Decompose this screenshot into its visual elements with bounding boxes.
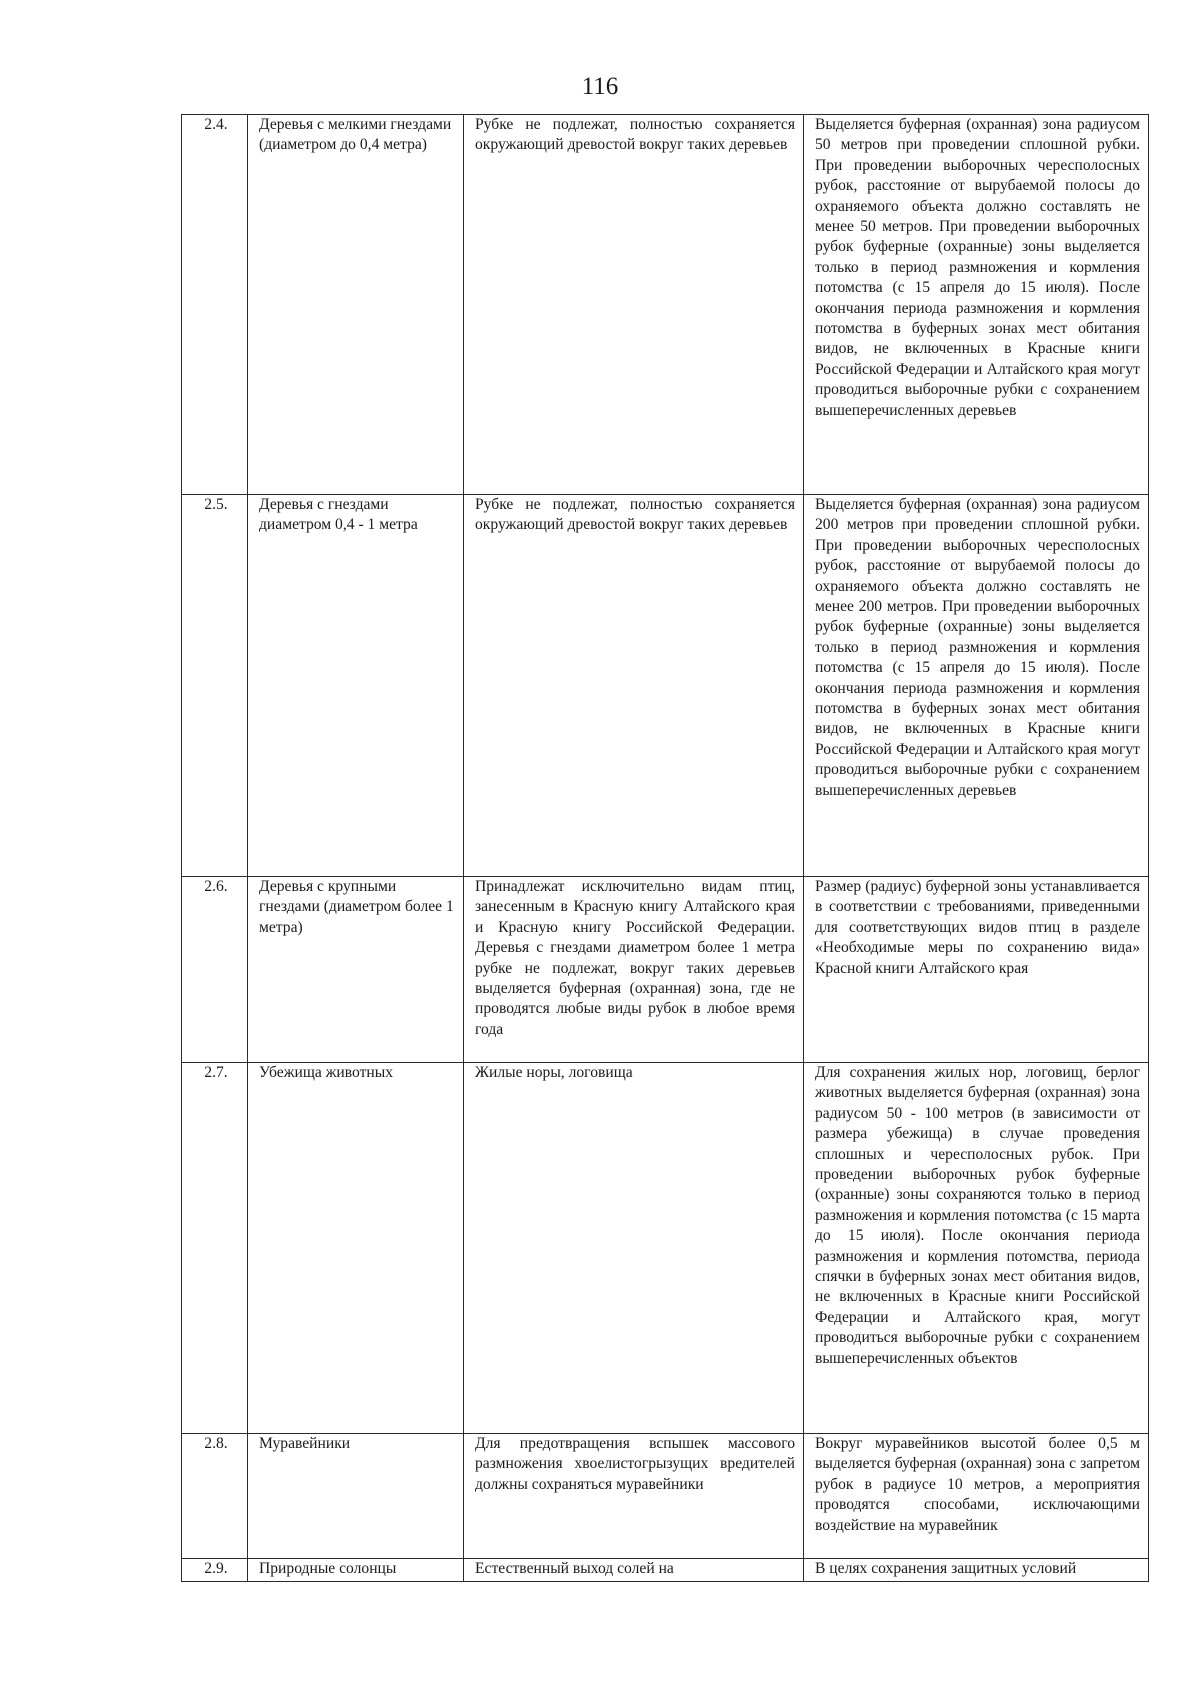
object-description: Жилые норы, логовища [464, 1063, 804, 1434]
object-description: Принадлежат исключительно видам птиц, занесенным в Красную книгу Алтайского края и Красную книгу Российской Федерации. Деревья с гнездами диаметром более 1 метра рубке не подлежат, вокруг таких деревьев выделяется буферная (охранная) зона, где не проводятся любые виды рубок в любое время года [464, 877, 804, 1063]
row-number: 2.5. [182, 495, 248, 877]
protection-requirements: Выделяется буферная (охранная) зона радиусом 200 метров при проведении сплошной рубки. При проведении выборочных чересполосных рубок, расстояние от вырубаемой полосы до охраняемого объекта должно составлять не менее 200 метров. При проведении выборочных рубок буферные (охранные) зоны выделяется только в период размножения и кормления потомства (с 15 апреля до 15 июля). После окончания периода размножения и кормления потомства в буферных зонах мест обитания видов, не включенных в Красные книги Российской Федерации и Алтайского края могут проводиться выборочные рубки с сохранением вышеперечисленных деревьев [804, 495, 1149, 877]
object-name: Деревья с гнездами диаметром 0,4 - 1 метра [248, 495, 464, 877]
row-number: 2.9. [204, 1560, 228, 1577]
table-row [182, 495, 1149, 877]
protected-objects-table [181, 114, 1149, 1582]
object-name: Деревья с мелкими гнездами (диаметром до 0,4 метра) [248, 115, 464, 495]
protection-requirements: Размер (радиус) буферной зоны устанавливается в соответствии с требованиями, приведенными для соответствующих видов птиц в разделе «Необходимые меры по сохранению вида» Красной книги Алтайского края [804, 877, 1149, 1063]
object-name: Природные солонцы [259, 1560, 397, 1577]
table-row [182, 1434, 1149, 1559]
object-description: Рубке не подлежат, полностью сохраняется окружающий древостой вокруг таких деревьев [464, 115, 804, 495]
row-number: 2.6. [182, 877, 248, 1063]
page-number: 116 [581, 73, 619, 100]
row-number: 2.8. [182, 1434, 248, 1559]
object-description: Рубке не подлежат, полностью сохраняется окружающий древостой вокруг таких деревьев [464, 495, 804, 877]
object-description: Естественный выход солей на [475, 1560, 674, 1577]
object-name: Деревья с крупными гнездами (диаметром более 1 метра) [248, 877, 464, 1063]
protection-requirements: Выделяется буферная (охранная) зона радиусом 50 метров при проведении сплошной рубки. При проведении выборочных чересполосных рубок, расстояние от вырубаемой полосы до охраняемого объекта должно составлять не менее 50 метров. При проведении выборочных рубок буферные (охранные) зоны выделяется только в период размножения и кормления потомства (с 15 апреля до 15 июля). После окончания периода размножения и кормления потомства в буферных зонах мест обитания видов, не включенных в Красные книги Российской Федерации и Алтайского края могут проводиться выборочные рубки с сохранением вышеперечисленных деревьев [804, 115, 1149, 495]
table-row [182, 877, 1149, 1063]
object-name: Убежища животных [248, 1063, 464, 1434]
object-description: Для предотвращения вспышек массового размножения хвоелистогрызущих вредителей должны сохраняться муравейники [464, 1434, 804, 1559]
table-row [182, 1063, 1149, 1434]
row-number: 2.4. [182, 115, 248, 495]
table-row [182, 115, 1149, 495]
table-row [182, 1559, 1149, 1582]
protection-requirements: В целях сохранения защитных условий [815, 1560, 1077, 1577]
protection-requirements: Вокруг муравейников высотой более 0,5 м выделяется буферная (охранная) зона с запретом рубок в радиусе 10 метров, а мероприятия проводятся способами, исключающими воздействие на муравейник [804, 1434, 1149, 1559]
object-name: Муравейники [248, 1434, 464, 1559]
protection-requirements: Для сохранения жилых нор, логовищ, берлог животных выделяется буферная (охранная) зона радиусом 50 - 100 метров (в зависимости от размера убежища) в случае проведения сплошных и чересполосных рубок. При проведении выборочных рубок буферные (охранные) зоны сохраняются только в период размножения и кормления потомства (с 15 марта до 15 июля). После окончания периода размножения и кормления потомства, периода спячки в буферных зонах мест обитания видов, не включенных в Красные книги Российской Федерации и Алтайского края, могут проводиться выборочные рубки с сохранением вышеперечисленных объектов [804, 1063, 1149, 1434]
row-number: 2.7. [182, 1063, 248, 1434]
